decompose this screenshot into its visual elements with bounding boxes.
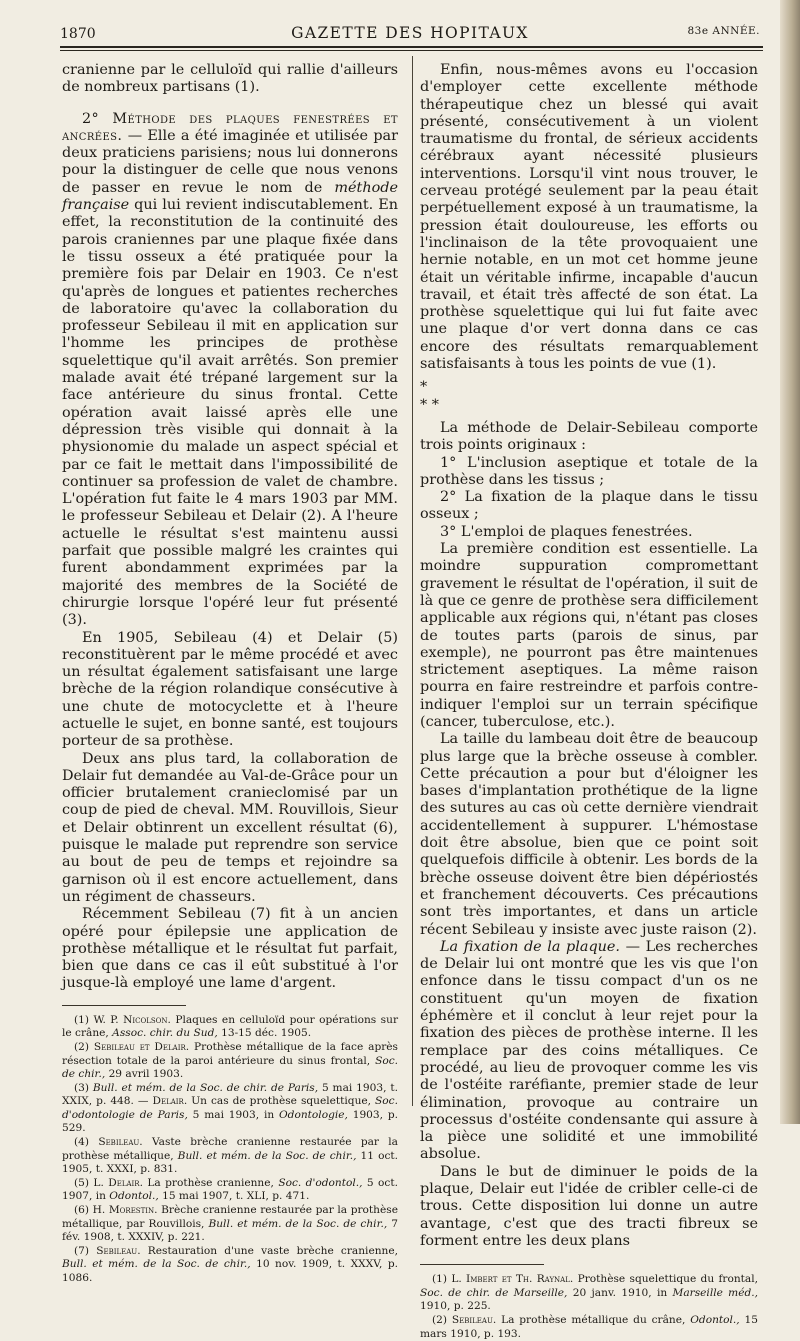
footnote-6: (6) H. Morestin. Brèche cranienne restaurée par la prothèse métallique, par Rouvillois, Bull. et mém. de la Soc. de chir., 7 fév. 1908, t. XXXIV, p. 221. [62,1204,398,1244]
column-divider [412,56,413,1106]
asterism-top: * [420,379,428,396]
footnote-1: (1) W. P. Nicolson. Plaques en celluloïd pour opérations sur le crâne, Assoc. chir. du Sud, 13-15 déc. 1905. [62,1013,399,1040]
right-footnotes [420,1264,758,1341]
section-heading-methode-plaques: 2° Méthode des plaques fenestrées et ancrées. [62,110,398,144]
left-paragraph-3: En 1905, Sebileau (4) et Delair (5) reconstituèrent par le même procédé et avec un résultat également satisfaisant une large brèche de la région rolandique consécutive à une chute de motocyclette et à l'heure actuelle le sujet, en bonne santé, est toujours porteur de sa prothèse. [62,629,398,750]
subheading-fixation: La fixation de la plaque. [440,938,621,955]
header-rule-thick [60,46,763,48]
right-column [420,62,758,1341]
left-paragraph-2: 2° Méthode des plaques fenestrées et ancrées. — Elle a été imaginée et utilisée par deux praticiens parisiens; nous lui donnerons pour la distinguer de celle que nous venons de passer en revue le nom de méthode française qui lui revient indiscutablement. En effet, la reconstitution de la continuité des parois craniennes par une plaque fixée dans le tissu osseux a été pratiquée pour la première fois par Delair en 1903. Ce n'est qu'après de longues et patientes recherches de laboratoire qu'avec la collaboration du professeur Sebileau il mit en application sur l'homme les principes de prothèse squelettique qu'il avait arrêtés. Son premier malade avait été trépané largement sur la face antérieure du sinus frontal. Cette opération avait laissé après elle une dépression très visible qui donnait à la physionomie du malade un aspect spécial et par ce fait le mettait dans l'impossibilité de continuer sa profession de valet de chambre. L'opération fut faite le 4 mars 1903 par MM. le professeur Sebileau et Delair (2). A l'heure actuelle le résultat s'est maintenu aussi parfait que possible malgré les craintes qui furent abondamment exprimées par la majorité des membres de la Société de chirurgie lorsque l'opéré leur fut présenté (3). [62,110,398,629]
year-label: 83e ANNÉE. [687,25,760,37]
left-paragraph-5: Récemment Sebileau (7) fit à un ancien opéré pour épilepsie une application de prothèse métallique et le résultat fut parfait, bien que dans ce cas il eût substitué à l'or jusque-là employé une lame d'argent. [62,906,398,992]
journal-title: GAZETTE DES HOPITAUX [291,24,529,42]
list-item-3: 3° L'emploi de plaques fenestrées. [440,523,693,540]
header-rule-thin [60,50,763,51]
right-paragraph-5: La fixation de la plaque. — Les recherches de Delair lui ont montré que les vis que l'on enfonce dans le tissu compact d'un os ne constituent qu'un moyen de fixation éphémère et il conclut à leur rejet pour la fixation des pièces de prothèse interne. Il les remplace par des coins métalliques. Ce procédé, au lieu de provoquer comme les vis de l'ostéite raréfiante, premier stade de leur élimination, provoque au contraire un processus d'ostéite condensante qui assure à la pièce une solidité et une immobilité absolue. [420,938,759,1163]
asterism-bottom: * * [420,396,439,413]
left-paragraph-1: cranienne par le celluloïd qui rallie d'ailleurs de nombreux partisans (1). [62,62,398,96]
right-paragraph-2: La méthode de Delair-Sebileau comporte trois points originaux : [420,419,758,454]
page-number: 1870 [60,26,96,42]
footnote-1: (1) L. Imbert et Th. Raynal. Prothèse squelettique du frontal, Soc. de chir. de Marseille, 20 janv. 1910, in Marseille méd., 1910, p. 225. [420,1273,759,1313]
running-header [60,22,760,44]
list-item-2: 2° La fixation de la plaque dans le tissu osseux ; [420,489,758,523]
left-footnotes [62,1005,398,1286]
right-paragraph-6: Dans le but de diminuer le poids de la plaque, Delair eut l'idée de cribler celle-ci de trous. Cette disposition lui donne un autre avantage, c'est que des tracti fibreux se forment entre les deux plans [420,1163,758,1249]
left-column [62,62,398,1286]
list-item-1: 1° L'inclusion aseptique et totale de la prothèse dans les tissus ; [420,454,758,488]
footnote-3: (3) Bull. et mém. de la Soc. de chir. de Paris, 5 mai 1903, t. XXIX, p. 448. — Delair. Un cas de prothèse squelettique, Soc. d'odontologie de Paris, 5 mai 1903, in Odontologie, 1903, p. 529. [62,1081,399,1135]
footnote-2: (2) Sebileau et Delair. Prothèse métallique de la face après résection totale de la paroi antérieure du sinus frontal, Soc. de chir., 29 avril 1903. [62,1040,398,1081]
footnote-7: (7) Sebileau. Restauration d'une vaste brèche cranienne, Bull. et mém. de la Soc. de chir., 10 nov. 1909, t. XXXV, p. 1086. [62,1244,399,1285]
page-binding-edge [780,0,800,1124]
footnote-rule [420,1264,544,1265]
right-paragraph-3: La première condition est essentielle. La moindre suppuration compromettant gravement le résultat de l'opération, il suit de là que ce genre de prothèse sera difficilement applicable aux régions qui, n'étant pas closes de toutes parts (parois de sinus, par exemple), ne pourront pas être maintenues strictement aseptiques. La même raison pourra en faire restreindre et parfois contre-indiquer l'emploi sur un terrain spécifique (cancer, tuberculose, etc.). [420,541,758,730]
footnote-4: (4) Sebileau. Vaste brèche cranienne restaurée par la prothèse métallique, Bull. et mém. de la Soc. de chir., 11 oct. 1905, t. XXXI, p. 831. [62,1136,399,1176]
left-paragraph-4: Deux ans plus tard, la collaboration de Delair fut demandée au Val-de-Grâce pour un officier brutalement cranieclomisé par un coup de pied de cheval. MM. Rouvillois, Sieur et Delair obtinrent un excellent résultat (6), puisque le malade put reprendre son service au bout de peu de temps et rejoindre sa garnison où il est encore actuellement, dans un régiment de chasseurs. [62,750,398,905]
right-paragraph-1: Enfin, nous-mêmes avons eu l'occasion d'employer cette excellente méthode thérapeutique chez un blessé qui avait présenté, consécutivement à un violent traumatisme du frontal, de sérieux accidents cérébraux ayant nécessité plusieurs interventions. Lorsqu'il vint nous trouver, le cerveau protégé seulement par la peau était perpétuellement exposé à un traumatisme, la pression était douloureuse, les efforts ou l'inclinaison de la tête provoquaient une hernie notable, en un mot cet homme jeune était un véritable infirme, incapable d'aucun travail, et était très affecté de son état. La prothèse squelettique qui lui fut faite avec une plaque d'or vert donna dans ce cas encore des résultats remarquablement satisfaisants à tous les points de vue (1). [420,62,758,373]
footnote-2: (2) Sebileau. La prothèse métallique du crâne, Odontol., 15 mars 1910, p. 193. [420,1313,758,1340]
footnote-rule [62,1005,186,1006]
footnote-5: (5) L. Delair. La prothèse cranienne, Soc. d'odontol., 5 oct. 1907, in Odontol., 15 mai 1907, t. XLI, p. 471. [62,1176,398,1203]
right-paragraph-4: La taille du lambeau doit être de beaucoup plus large que la brèche osseuse à combler. Cette précaution a pour but d'éloigner les bases d'implantation prothétique de la ligne des sutures au cas où cette dernière viendrait accidentellement à suppurer. L'hémostase doit être absolue, bien que ce point soit quelquefois difficile à obtenir. Les bords de la brèche osseuse doivent être bien dépériostés et franchement découverts. Ces précautions sont très importantes, et dans un article récent Sebileau y insiste avec juste raison (2). [420,731,758,938]
